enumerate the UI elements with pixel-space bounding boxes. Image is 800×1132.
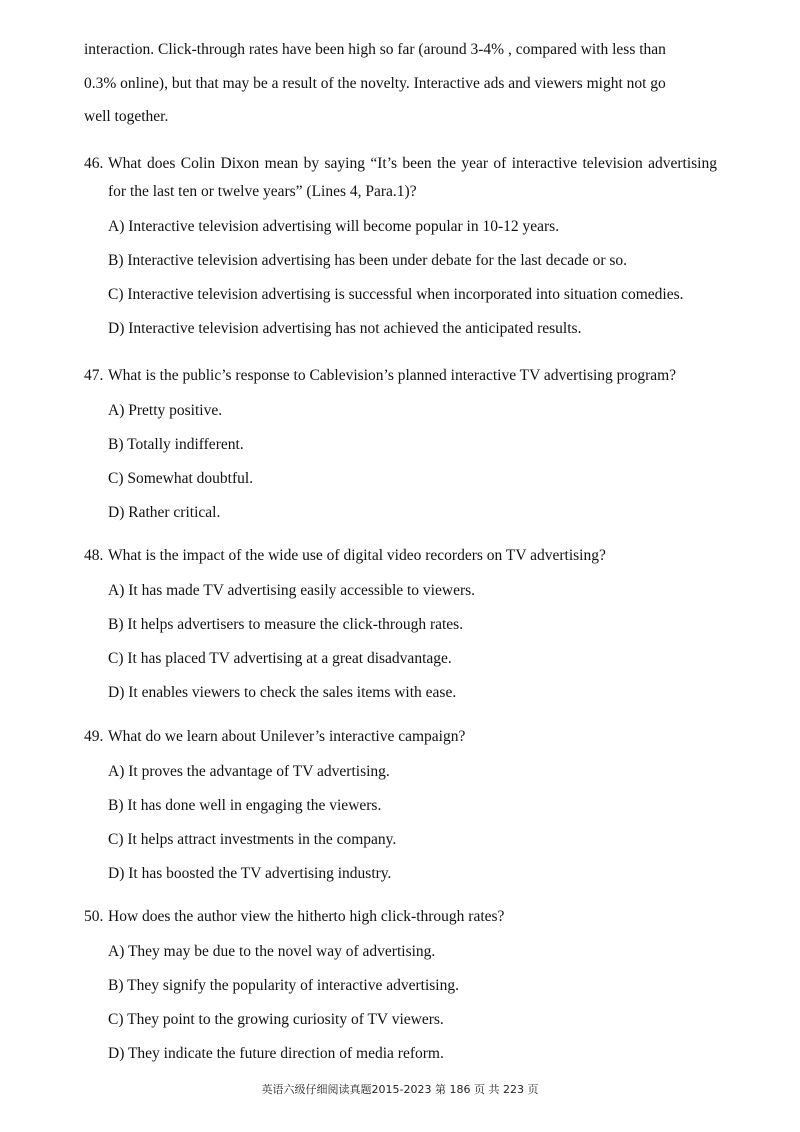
- option-c: C) It helps attract investments in the company.: [108, 831, 397, 848]
- option-b: B) Totally indifferent.: [108, 436, 244, 453]
- page-footer: 英语六级仔细阅读真题2015-2023 第 186 页 共 223 页: [261, 1083, 539, 1096]
- option-list: [84, 210, 717, 346]
- option-c: C) It has placed TV advertising at a great disadvantage.: [108, 650, 452, 667]
- question-text: What does Colin Dixon mean by saying “It’s been the year of interactive television advertising for the last ten or twelve years” (Lines 4, Para.1)?: [108, 155, 717, 200]
- option-b: B) It helps advertisers to measure the click-through rates.: [108, 616, 464, 633]
- passage-continuation: [84, 33, 717, 134]
- option-a: A) Pretty positive.: [108, 402, 223, 419]
- option-list: [84, 935, 717, 1071]
- passage-line: 0.3% online), but that may be a result of the novelty. Interactive ads and viewers might not go: [84, 74, 666, 92]
- option-c: C) They point to the growing curiosity of TV viewers.: [108, 1011, 444, 1028]
- question-text: How does the author view the hitherto high click-through rates?: [108, 908, 505, 925]
- question-stem: [84, 150, 717, 206]
- option-d: D) Rather critical.: [108, 504, 221, 521]
- option-c: C) Interactive television advertising is successful when incorporated into situation comedies.: [108, 286, 684, 303]
- question-number: 46.: [84, 155, 104, 172]
- option-b: B) They signify the popularity of interactive advertising.: [108, 977, 459, 994]
- option-a: A) Interactive television advertising will become popular in 10-12 years.: [108, 218, 560, 235]
- question-46: [84, 150, 717, 346]
- question-text: What is the public’s response to Cablevision’s planned interactive TV advertising program?: [108, 367, 677, 384]
- passage-line: well together.: [84, 108, 169, 125]
- option-b: B) Interactive television advertising has been under debate for the last decade or so.: [108, 252, 628, 269]
- option-b: B) It has done well in engaging the viewers.: [108, 797, 382, 814]
- option-d: D) It has boosted the TV advertising industry.: [108, 865, 392, 882]
- option-a: A) It proves the advantage of TV advertising.: [108, 763, 390, 780]
- question-number: 47.: [84, 367, 104, 384]
- passage-line: interaction. Click-through rates have been high so far (around 3-4% , compared with less than: [84, 41, 666, 58]
- question-stem: [84, 542, 717, 570]
- question-48: [84, 542, 717, 710]
- question-text: What is the impact of the wide use of digital video recorders on TV advertising?: [108, 547, 606, 564]
- question-text: What do we learn about Unilever’s interactive campaign?: [108, 728, 466, 745]
- option-list: [84, 755, 717, 891]
- option-c: C) Somewhat doubtful.: [108, 470, 254, 487]
- option-list: [84, 394, 717, 530]
- question-stem: [84, 903, 717, 931]
- question-47: [84, 362, 717, 530]
- option-a: A) They may be due to the novel way of advertising.: [108, 943, 436, 960]
- question-49: [84, 723, 717, 891]
- question-50: [84, 903, 717, 1071]
- option-d: D) They indicate the future direction of media reform.: [108, 1045, 444, 1062]
- option-a: A) It has made TV advertising easily accessible to viewers.: [108, 582, 476, 599]
- option-list: [84, 574, 717, 710]
- question-number: 50.: [84, 908, 104, 925]
- option-d: D) It enables viewers to check the sales items with ease.: [108, 684, 457, 701]
- question-stem: [84, 723, 717, 751]
- question-number: 48.: [84, 547, 104, 564]
- question-stem: [84, 362, 717, 390]
- option-d: D) Interactive television advertising has not achieved the anticipated results.: [108, 320, 582, 337]
- question-number: 49.: [84, 728, 104, 745]
